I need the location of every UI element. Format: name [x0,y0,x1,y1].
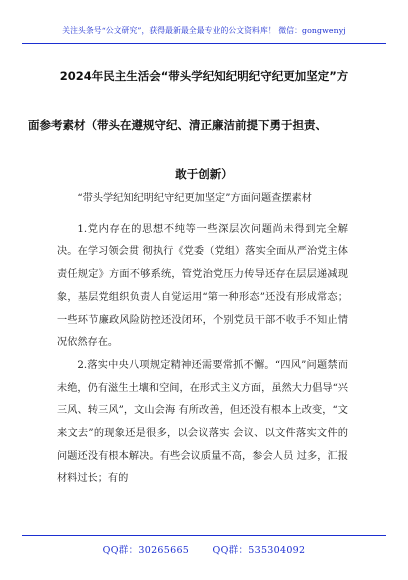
body-paragraph-2: 2.落实中央八项规定精神还需要常抓不懈。“四风”问题禁而未绝，仍有滋生土壤和空间，在形式主义方面，虽然大力倡导“兴三风、转三风”，文山会海 有所改善，但还没有根本上改变，“文来文去”的现象还是很多，以会议落实 会议、以文件落实文件的问题还没有根本解决。有些会议质量不高，参会人员 过多，汇报材料过长；有的 [57,359,348,485]
title-line-2: 面参考素材（带头在遵规守纪、清正廉洁前提下勇于担责、 [28,118,327,132]
document-title [28,67,380,183]
header-promo-text: 关注头条号“公文研究”，获得最新最全最专业的公文资料库！ 微信：gongwenyj [62,26,346,35]
footer-qq-group-2: QQ群：535304092 [212,545,306,556]
header-divider [22,43,386,44]
title-line-1: 2024年民主生活会“带头学纪知纪明纪守纪更加坚定”方 [59,69,349,83]
footer-qq-group-1: QQ群：30265665 [102,545,190,556]
page-footer [22,535,386,556]
body-paragraph-1: 1.党内存在的思想不纯等一些深层次问题尚未得到完全解决。在学习领会贯 彻执行《党委（党组）落实全面从严治党主体责任规定》方面不够系统，管党治党压力传导还存在层层递减现象，基层党组织负责人自觉运用“第一种形态”还没有形成常态；一些环节廉政风险防控还没闭环，个别党员干部不收手不知止情况依然存在。 [57,223,348,349]
page-header [0,0,408,44]
title-line-3: 敢于创新） [175,167,233,181]
document-body [57,188,348,491]
section-subheading: “带头学纪知纪明纪守纪更加坚定”方面问题查摆素材 [77,193,312,204]
